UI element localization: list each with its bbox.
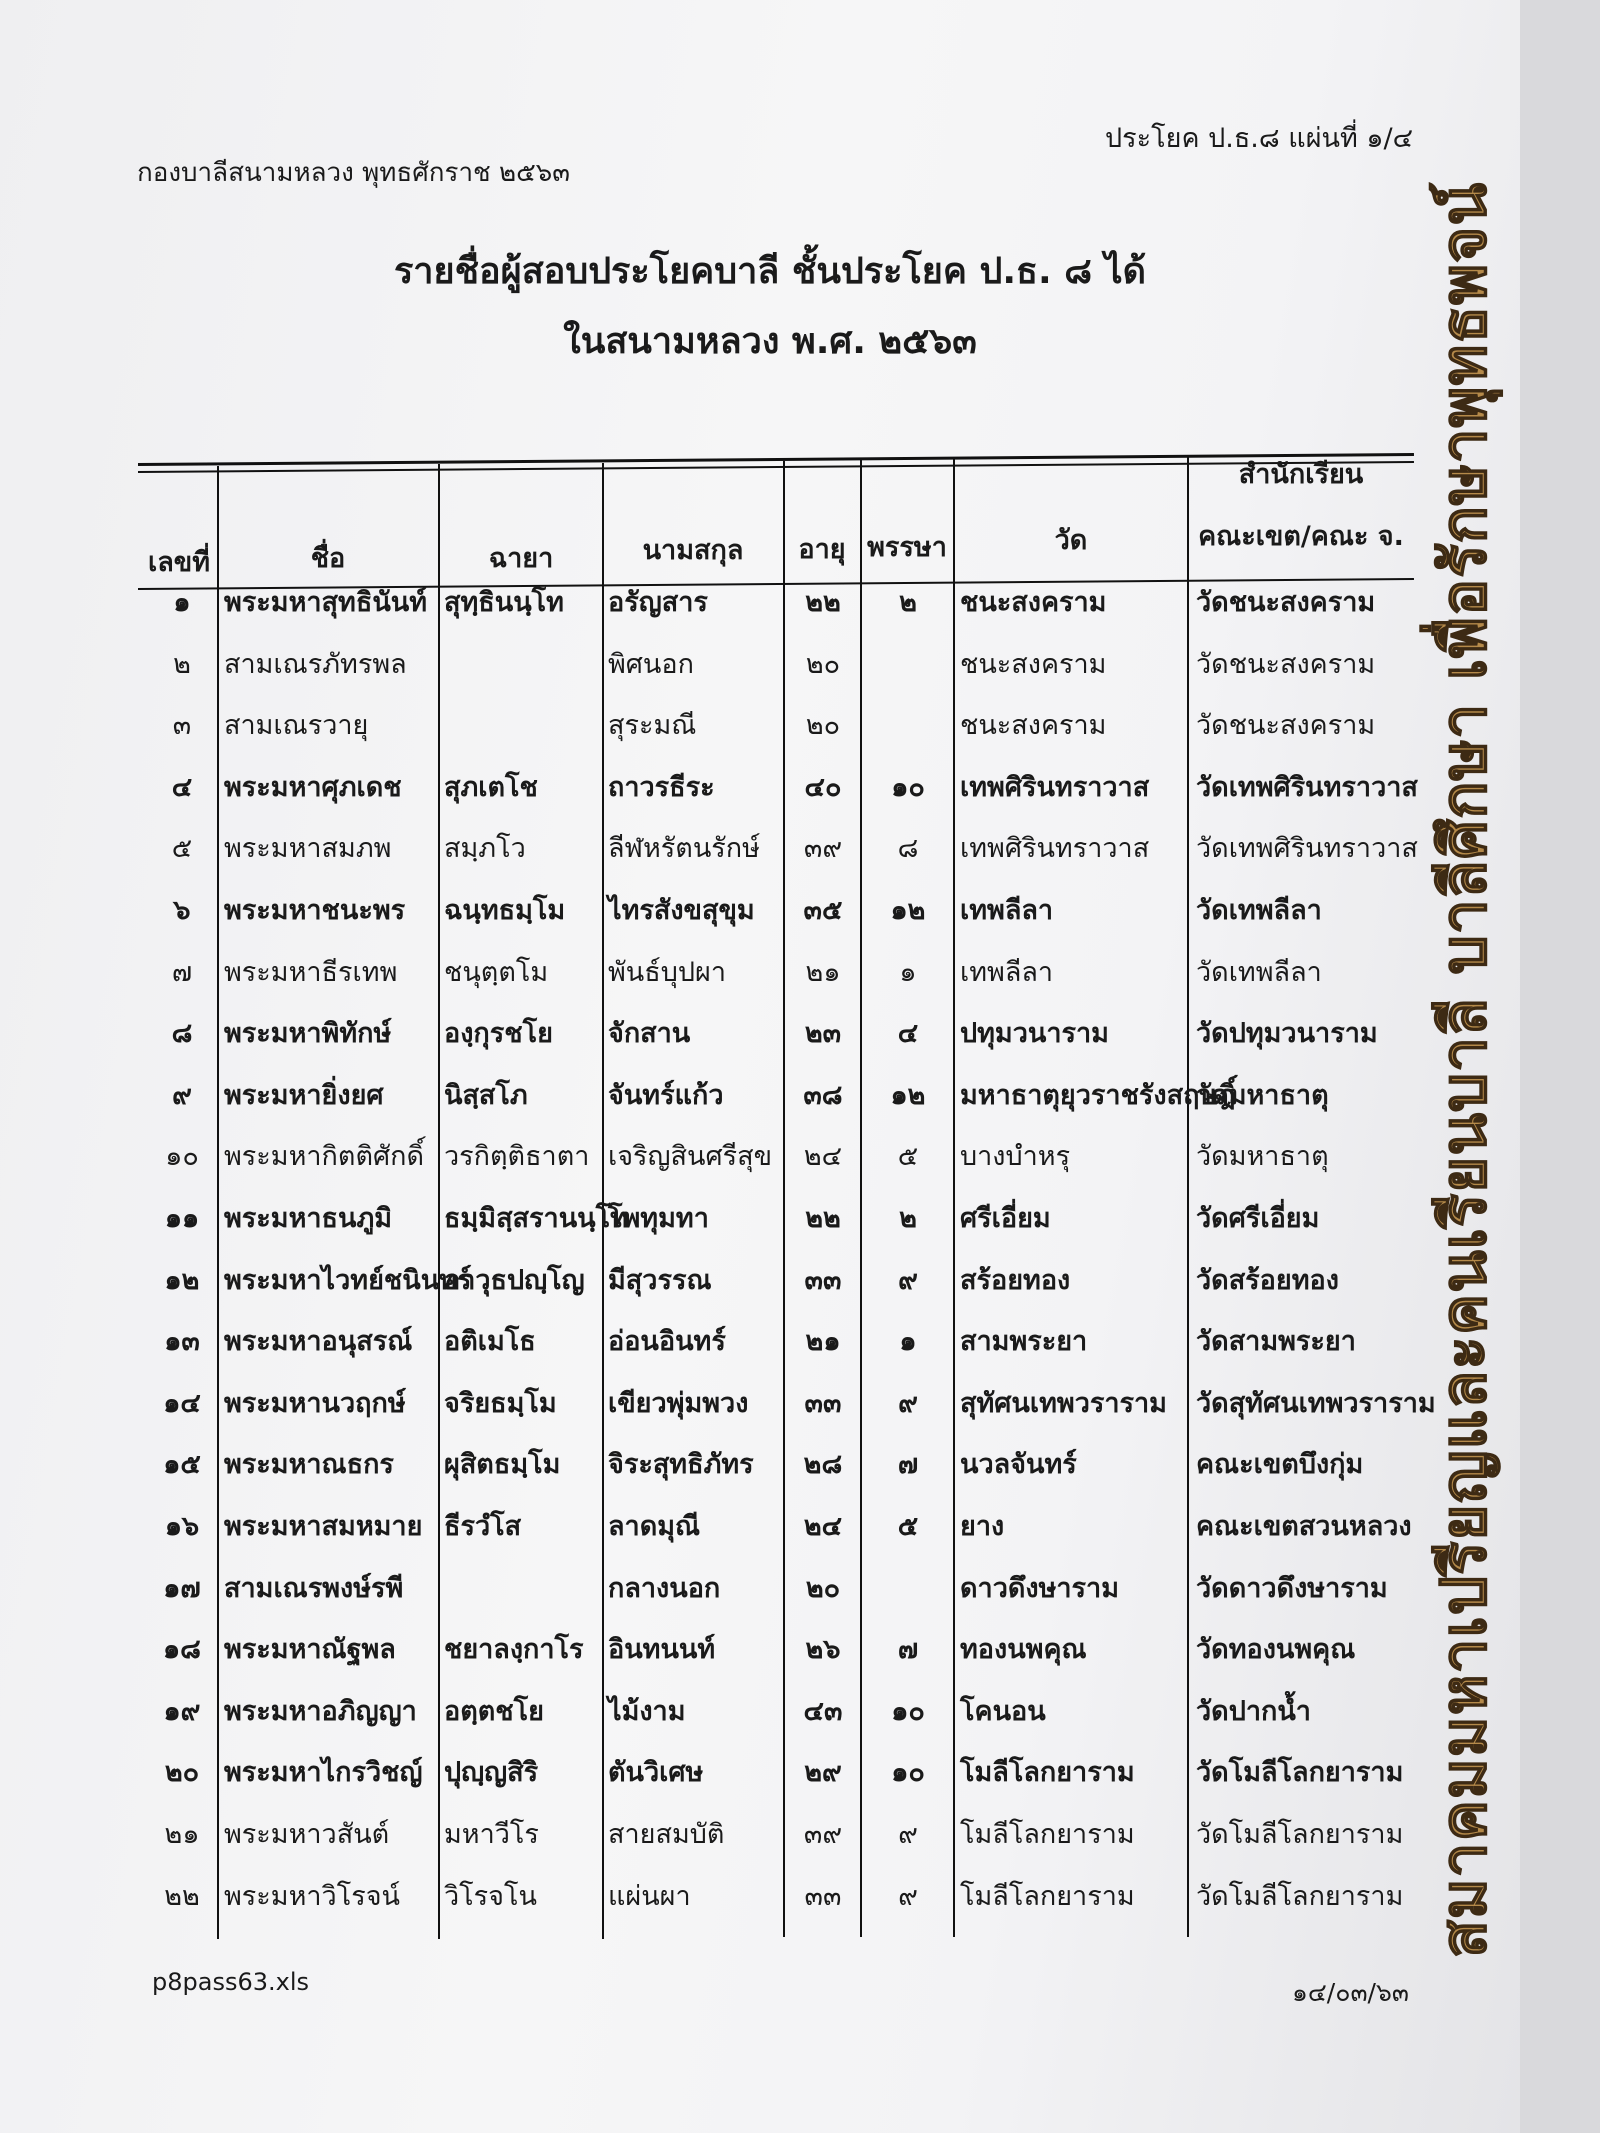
table-row [0,580,1520,640]
row-wat: ดาวดึงษาราม [960,1572,1119,1604]
row-name: พระมหาอภิญญา [224,1695,417,1727]
row-surname: ตันวิเศษ [608,1757,704,1789]
row-pansa: ๗ [897,1449,919,1481]
row-name: พระมหาอนุสรณ์ [224,1326,413,1358]
row-name: พระมหาศุภเดช [224,771,402,803]
row-surname: กลางนอก [608,1572,721,1604]
footer-date: ๑๔/๐๓/๖๓ [1292,1978,1409,2007]
table-row [0,1381,1520,1441]
row-school: วัดเทพศิรินทราวาส [1196,771,1418,803]
row-name: พระมหาชนะพร [224,895,406,926]
row-wat: โคนอน [960,1695,1046,1727]
table-row [0,950,1520,1010]
row-no: ๒๒ [164,1880,200,1912]
row-wat: ชนะสงคราม [960,710,1107,742]
row-surname: อ่อนอินทร์ [608,1326,726,1358]
row-name: พระมหากิตติศักดิ์ [224,1141,424,1173]
row-wat: เทพศิรินทราวาส [960,771,1150,803]
table-row [0,888,1520,948]
row-no: ๑๘ [163,1634,201,1666]
row-pansa: ๑๐ [891,1695,925,1727]
row-chaya: องฺกุรชโย [444,1018,553,1050]
row-name: พระมหาวิโรจน์ [224,1880,401,1912]
table-row [0,826,1520,886]
row-wat: สุทัศนเทพวราราม [960,1387,1167,1419]
table-row [0,1689,1520,1749]
row-age: ๒๐ [805,648,841,680]
row-chaya: มหาวีโร [444,1819,539,1850]
row-chaya: วรกิตฺติธาตา [444,1141,590,1173]
row-age: ๓๓ [804,1264,842,1296]
row-surname: สุระมณี [608,710,697,742]
row-wat: ชนะสงคราม [960,587,1107,618]
table-row [0,1134,1520,1194]
row-chaya: อติเมโธ [444,1326,536,1358]
row-no: ๕ [171,833,193,865]
row-chaya: สุภเตโช [444,771,538,803]
row-pansa: ๑๐ [891,1757,925,1789]
row-age: ๒๘ [803,1449,843,1481]
header-school-bottom: คณะเขต/คณะ จ. [1198,521,1404,552]
row-chaya: สุทฺธินนฺโท [444,587,564,618]
row-school: วัดชนะสงคราม [1196,710,1376,742]
table-row [0,1196,1520,1256]
row-no: ๑๖ [164,1511,200,1542]
row-school: คณะเขตบึงกุ่ม [1196,1449,1364,1481]
row-surname: โพทุมทา [608,1203,709,1234]
row-no: ๖ [173,895,191,926]
row-school: วัดศรีเอี่ยม [1196,1203,1320,1234]
row-age: ๓๓ [804,1387,842,1419]
document-subtitle: ในสนามหลวง พ.ศ. ๒๕๖๓ [563,321,977,362]
row-wat: บางบำหรุ [960,1141,1071,1173]
row-age: ๒๒ [805,587,841,618]
document-title: รายชื่อผู้สอบประโยคบาลี ชั้นประโยค ป.ธ. ๘ ได้ [393,251,1147,292]
row-school: วัดโมลีโลกยาราม [1196,1880,1404,1912]
row-name: พระมหานวฤกษ์ [224,1387,406,1419]
row-wat: ปทุมวนาราม [960,1018,1109,1050]
header-no: เลขที่ [147,547,211,578]
row-surname: มีสุวรรณ [608,1264,712,1296]
table-row [0,703,1520,763]
row-age: ๒๒ [805,1203,841,1234]
row-surname: พิศนอก [608,648,694,680]
row-age: ๒๑ [805,956,841,988]
row-name: สามเณรวายุ [224,710,369,742]
row-pansa: ๑๒ [890,895,926,926]
row-pansa: ๙ [898,1819,918,1850]
row-chaya: ธีรวํโส [444,1511,522,1542]
row-pansa: ๙ [898,1387,918,1419]
row-pansa: ๕ [897,1141,919,1173]
row-surname: ไม้งาม [608,1695,686,1727]
row-school: วัดโมลีโลกยาราม [1196,1757,1404,1789]
page-edge-shadow [1520,0,1600,2133]
row-chaya: ชนุตฺตโม [444,956,549,988]
footer-filename: p8pass63.xls [152,1968,309,1996]
table-row [0,1566,1520,1626]
row-pansa: ๙ [898,1880,918,1912]
row-wat: นวลจันทร์ [960,1449,1077,1481]
row-age: ๒๔ [803,1511,843,1542]
row-pansa: ๗ [897,1634,919,1666]
row-age: ๒๙ [804,1757,842,1789]
row-chaya: ปุญฺญสิริ [444,1757,539,1789]
header-pansa: พรรษา [867,532,947,563]
table-row [0,765,1520,825]
row-no: ๓ [172,710,192,742]
table-row [0,1504,1520,1564]
row-wat: โมลีโลกยาราม [960,1757,1135,1789]
watermark-text: สมาคมมหาเปรียญและคนเรียนบาลี บาลีศึกษา เพื่อรักษาพุทธพจน์ [1427,182,1500,1958]
row-surname: ถาวรธีระ [608,771,715,803]
row-surname: ไทรสังขสุขุม [608,895,755,926]
row-surname: จันทร์แก้ว [608,1079,724,1111]
row-wat: เทพศิรินทราวาส [960,833,1150,865]
row-age: ๒๐ [805,710,841,742]
row-school: วัดสุทัศนเทพวราราม [1196,1387,1436,1419]
row-pansa: ๒ [899,1203,917,1234]
table-row [0,1258,1520,1318]
row-surname: จักสาน [608,1018,691,1050]
row-age: ๓๕ [803,895,843,926]
header-left: กองบาลีสนามหลวง พุทธศักราช ๒๕๖๓ [137,158,571,188]
row-no: ๔ [171,771,193,803]
row-wat: สามพระยา [960,1326,1088,1358]
table-row [0,1812,1520,1872]
row-pansa: ๕ [897,1511,919,1542]
row-no: ๒ [173,648,191,680]
header-school-top: สำนักเรียน [1238,459,1364,490]
row-surname: อินทนนท์ [608,1634,716,1666]
row-name: พระมหาวสันต์ [224,1819,390,1850]
row-wat: โมลีโลกยาราม [960,1819,1135,1850]
row-surname: แผ่นผา [608,1880,691,1912]
row-chaya: ชยาลงฺกาโร [444,1634,584,1666]
row-name: พระมหาสมภพ [224,833,392,865]
row-school: วัดสร้อยทอง [1196,1264,1339,1296]
row-age: ๔๓ [803,1695,843,1727]
row-name: สามเณรพงษ์รพี [224,1572,404,1604]
row-wat: มหาธาตุยุวราชรังสฤษฎิ์ [960,1079,1236,1111]
row-school: วัดชนะสงคราม [1196,648,1376,680]
row-name: พระมหาไวทย์ชนินทร์ [224,1264,472,1296]
row-wat: โมลีโลกยาราม [960,1880,1135,1912]
row-no: ๑๕ [163,1449,201,1481]
row-name: พระมหาณัฐพล [224,1634,396,1666]
row-school: วัดมหาธาตุ [1196,1141,1329,1173]
row-pansa: ๑๐ [891,771,925,803]
row-pansa: ๙ [898,1264,918,1296]
row-pansa: ๑ [899,956,917,988]
row-age: ๔๐ [804,771,842,803]
row-pansa: ๘ [897,833,919,865]
row-age: ๒๔ [803,1141,843,1173]
row-no: ๗ [171,956,193,988]
header-chaya: ฉายา [488,543,554,574]
row-age: ๒๑ [805,1326,841,1358]
header-surname: นามสกุล [642,535,744,566]
row-school: วัดเทพลีลา [1196,956,1322,988]
header-right: ประโยค ป.ธ.๘ แผ่นที่ ๑/๔ [1105,123,1414,154]
row-school: วัดโมลีโลกยาราม [1196,1819,1404,1850]
row-chaya: อตฺตชโย [444,1695,544,1727]
row-school: วัดดาวดึงษาราม [1196,1572,1388,1604]
row-school: วัดสามพระยา [1196,1326,1356,1358]
table-row [0,1073,1520,1133]
table-row [0,1442,1520,1502]
row-school: วัดปากน้ำ [1196,1695,1311,1727]
row-no: ๑๙ [163,1695,201,1727]
row-surname: อรัญสาร [608,587,708,618]
row-name: พระมหาธนภูมิ [224,1203,393,1234]
row-name: พระมหาธีรเทพ [224,956,398,988]
row-name: พระมหาสุทธินันท์ [224,587,428,618]
row-chaya: วิโรจโน [444,1880,537,1912]
row-name: พระมหาไกรวิชญ์ [224,1757,423,1789]
row-no: ๒๐ [164,1757,200,1789]
row-chaya: นิสฺสโภ [444,1079,528,1111]
row-chaya: จริยธมฺโม [444,1387,557,1419]
row-no: ๙ [172,1079,192,1111]
row-no: ๑๔ [163,1387,201,1419]
row-chaya: ผุสิตธมฺโม [444,1449,561,1481]
row-wat: ทองนพคุณ [960,1634,1087,1666]
row-wat: ยาง [960,1511,1005,1542]
row-chaya: ฉนฺทธมฺโม [444,895,566,926]
row-name: พระมหาพิทักษ์ [224,1018,392,1050]
table-row [0,1874,1520,1934]
row-school: วัดเทพศิรินทราวาส [1196,833,1418,865]
row-age: ๒๖ [805,1634,841,1666]
row-surname: เขียวพุ่มพวง [608,1387,749,1419]
row-wat: เทพลีลา [960,895,1054,926]
row-name: สามเณรภัทรพล [224,648,407,680]
row-school: วัดเทพลีลา [1196,895,1322,926]
row-wat: ชนะสงคราม [960,648,1107,680]
row-age: ๓๓ [804,1880,842,1912]
row-school: วัดปทุมวนาราม [1196,1018,1378,1050]
table-row [0,1627,1520,1687]
table-row [0,1011,1520,1071]
row-no: ๑๐ [165,1141,199,1173]
row-age: ๓๙ [803,1819,843,1850]
row-wat: ศรีเอี่ยม [960,1203,1051,1234]
row-age: ๒๐ [805,1572,841,1604]
row-pansa: ๒ [899,587,917,618]
row-school: วัดชนะสงคราม [1196,587,1376,618]
row-pansa: ๔ [897,1018,919,1050]
row-surname: ลาดมุณี [608,1511,701,1542]
row-wat: เทพลีลา [960,956,1054,988]
row-age: ๒๓ [804,1018,842,1050]
row-no: ๑๒ [164,1264,200,1296]
table-row [0,642,1520,702]
row-pansa: ๑ [899,1326,917,1358]
row-no: ๑๑ [164,1203,200,1234]
row-chaya: ธมฺมิสฺสรานนฺโท [444,1203,628,1234]
row-chaya: อาวุธปญฺโญ [444,1264,585,1296]
row-surname: ลีฬหรัตนรักษ์ [608,833,760,865]
row-school: วัดทองนพคุณ [1196,1634,1356,1666]
row-name: พระมหาสมหมาย [224,1511,423,1542]
row-no: ๘ [171,1018,193,1050]
table-row [0,1750,1520,1810]
row-wat: สร้อยทอง [960,1264,1071,1296]
row-surname: พันธ์บุปผา [608,956,726,988]
header-wat: วัด [1054,525,1088,556]
row-no: ๑๗ [163,1572,201,1604]
header-age: อายุ [798,534,846,565]
row-school: วัดมหาธาตุ [1196,1079,1329,1111]
row-no: ๒๑ [164,1819,200,1850]
row-no: ๑ [173,587,191,618]
row-age: ๓๙ [803,833,843,865]
row-name: พระมหายิ่งยศ [224,1079,384,1111]
row-chaya: สมฺภโว [444,833,526,865]
row-name: พระมหาณธกร [224,1449,394,1481]
row-surname: เจริญสินศรีสุข [608,1141,773,1173]
row-school: คณะเขตสวนหลวง [1196,1511,1412,1542]
row-surname: จิระสุทธิภัทร [608,1449,754,1481]
table-row [0,1319,1520,1379]
header-name: ชื่อ [310,543,346,574]
row-surname: สายสมบัติ [608,1819,725,1850]
row-no: ๑๓ [164,1326,200,1358]
row-age: ๓๘ [803,1079,843,1111]
row-pansa: ๑๒ [890,1079,926,1111]
